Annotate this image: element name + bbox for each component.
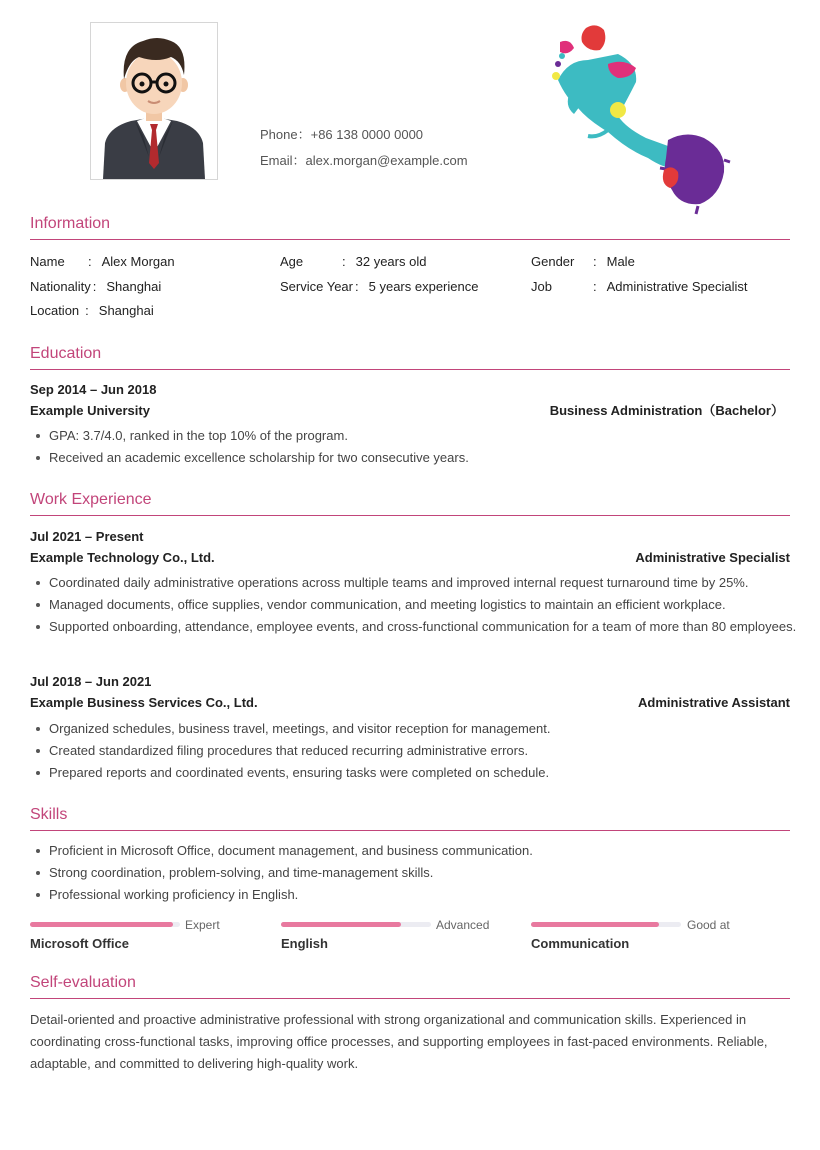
info-colon: : (85, 303, 89, 318)
list-item: Professional working proficiency in English. (30, 884, 800, 906)
phone-line (260, 127, 468, 153)
info-job-key: Job (531, 279, 552, 294)
info-colon: : (88, 254, 92, 269)
education-major: Business Administration（Bachelor） (549, 403, 784, 418)
info-nationality (30, 279, 161, 295)
list-item: Coordinated daily administrative operations across multiple teams and improved internal request turnaround time by 25%. (30, 572, 800, 594)
list-item: Received an academic excellence scholarship for two consecutive years. (30, 447, 800, 469)
info-gender (531, 254, 635, 270)
info-nationality-value: Shanghai (106, 279, 162, 294)
info-age (280, 254, 426, 270)
section-title-skills: Skills (30, 805, 790, 831)
skill-bar (30, 922, 180, 927)
info-colon: : (92, 279, 97, 294)
list-item: Proficient in Microsoft Office, document management, and business communication. (30, 840, 800, 862)
info-name-value: Alex Morgan (101, 254, 175, 269)
skill-level: Expert (185, 918, 220, 932)
list-item: Organized schedules, business travel, meetings, and visitor reception for management. (30, 718, 800, 740)
list-item: Supported onboarding, attendance, employee events, and cross-functional communication for a team of more than 80 employees. (30, 616, 800, 638)
work-date: Jul 2021 – Present (30, 529, 144, 544)
skill-name: Microsoft Office (30, 936, 129, 951)
info-gender-key: Gender (531, 254, 575, 269)
education-school: Example University (30, 403, 150, 418)
skill-name: Communication (531, 936, 630, 951)
education-date: Sep 2014 – Jun 2018 (30, 382, 157, 397)
info-job-value: Administrative Specialist (606, 279, 748, 294)
work-company: Example Technology Co., Ltd. (30, 550, 215, 565)
skill-bar (531, 922, 681, 927)
paint-splash-decoration (548, 20, 732, 216)
info-service-year (280, 279, 478, 295)
skill-bar-fill (281, 922, 401, 927)
list-item: Prepared reports and coordinated events, ensuring tasks were completed on schedule. (30, 762, 800, 784)
contact-block (260, 127, 468, 179)
skills-bullets (30, 840, 800, 906)
phone-value: +86 138 0000 0000 (310, 127, 424, 142)
list-item: Strong coordination, problem-solving, and time-management skills. (30, 862, 800, 884)
skill-level: Good at (687, 918, 730, 932)
avatar-illustration (91, 23, 217, 179)
info-location (30, 303, 154, 319)
info-colon: : (342, 254, 346, 269)
list-item: GPA: 3.7/4.0, ranked in the top 10% of the program. (30, 425, 800, 447)
list-item: Created standardized filing procedures that reduced recurring administrative errors. (30, 740, 800, 762)
work-role: Administrative Assistant (638, 695, 790, 710)
info-name-key: Name (30, 254, 65, 269)
section-title-work: Work Experience (30, 490, 790, 516)
info-service-value: 5 years experience (368, 279, 479, 294)
info-colon: : (593, 254, 597, 269)
info-name (30, 254, 175, 270)
info-nationality-key: Nationality (30, 279, 91, 294)
info-gender-value: Male (606, 254, 635, 269)
education-bullets (30, 425, 800, 469)
info-colon: : (593, 279, 597, 294)
email-label: Email (260, 153, 293, 168)
info-job (531, 279, 748, 295)
section-title-self-evaluation: Self-evaluation (30, 973, 790, 999)
skill-level: Advanced (436, 918, 490, 932)
work-date: Jul 2018 – Jun 2021 (30, 674, 152, 689)
email-value: alex.morgan@example.com (305, 153, 468, 168)
email-sep: ： (292, 153, 306, 168)
skill-bar-fill (531, 922, 659, 927)
info-location-value: Shanghai (98, 303, 154, 318)
work-bullets (30, 718, 800, 784)
avatar-photo (90, 22, 218, 180)
phone-sep: ： (297, 127, 311, 142)
phone-label: Phone (260, 127, 298, 142)
list-item: Managed documents, office supplies, vendor communication, and meeting logistics to maintain an efficient workplace. (30, 594, 800, 616)
info-location-key: Location (30, 303, 80, 318)
self-evaluation-text: Detail-oriented and proactive administrative professional with strong organizational and communication skills. Experienced in coordinating cross-functional tasks, improving office processes, and supporting employees in fast-paced environments. Reliable, adaptable, and committed to delivering high-quality work. (30, 1012, 768, 1071)
skill-bar-fill (30, 922, 173, 927)
info-age-key: Age (280, 254, 304, 269)
work-company: Example Business Services Co., Ltd. (30, 695, 258, 710)
work-role: Administrative Specialist (635, 550, 790, 565)
info-service-key: Service Year (280, 279, 353, 294)
email-line (260, 153, 468, 179)
section-title-information: Information (30, 214, 790, 240)
info-colon: : (355, 279, 359, 294)
info-age-value: 32 years old (355, 254, 427, 269)
section-title-education: Education (30, 344, 790, 370)
skill-name: English (281, 936, 328, 951)
skill-bar (281, 922, 431, 927)
work-bullets (30, 572, 800, 638)
